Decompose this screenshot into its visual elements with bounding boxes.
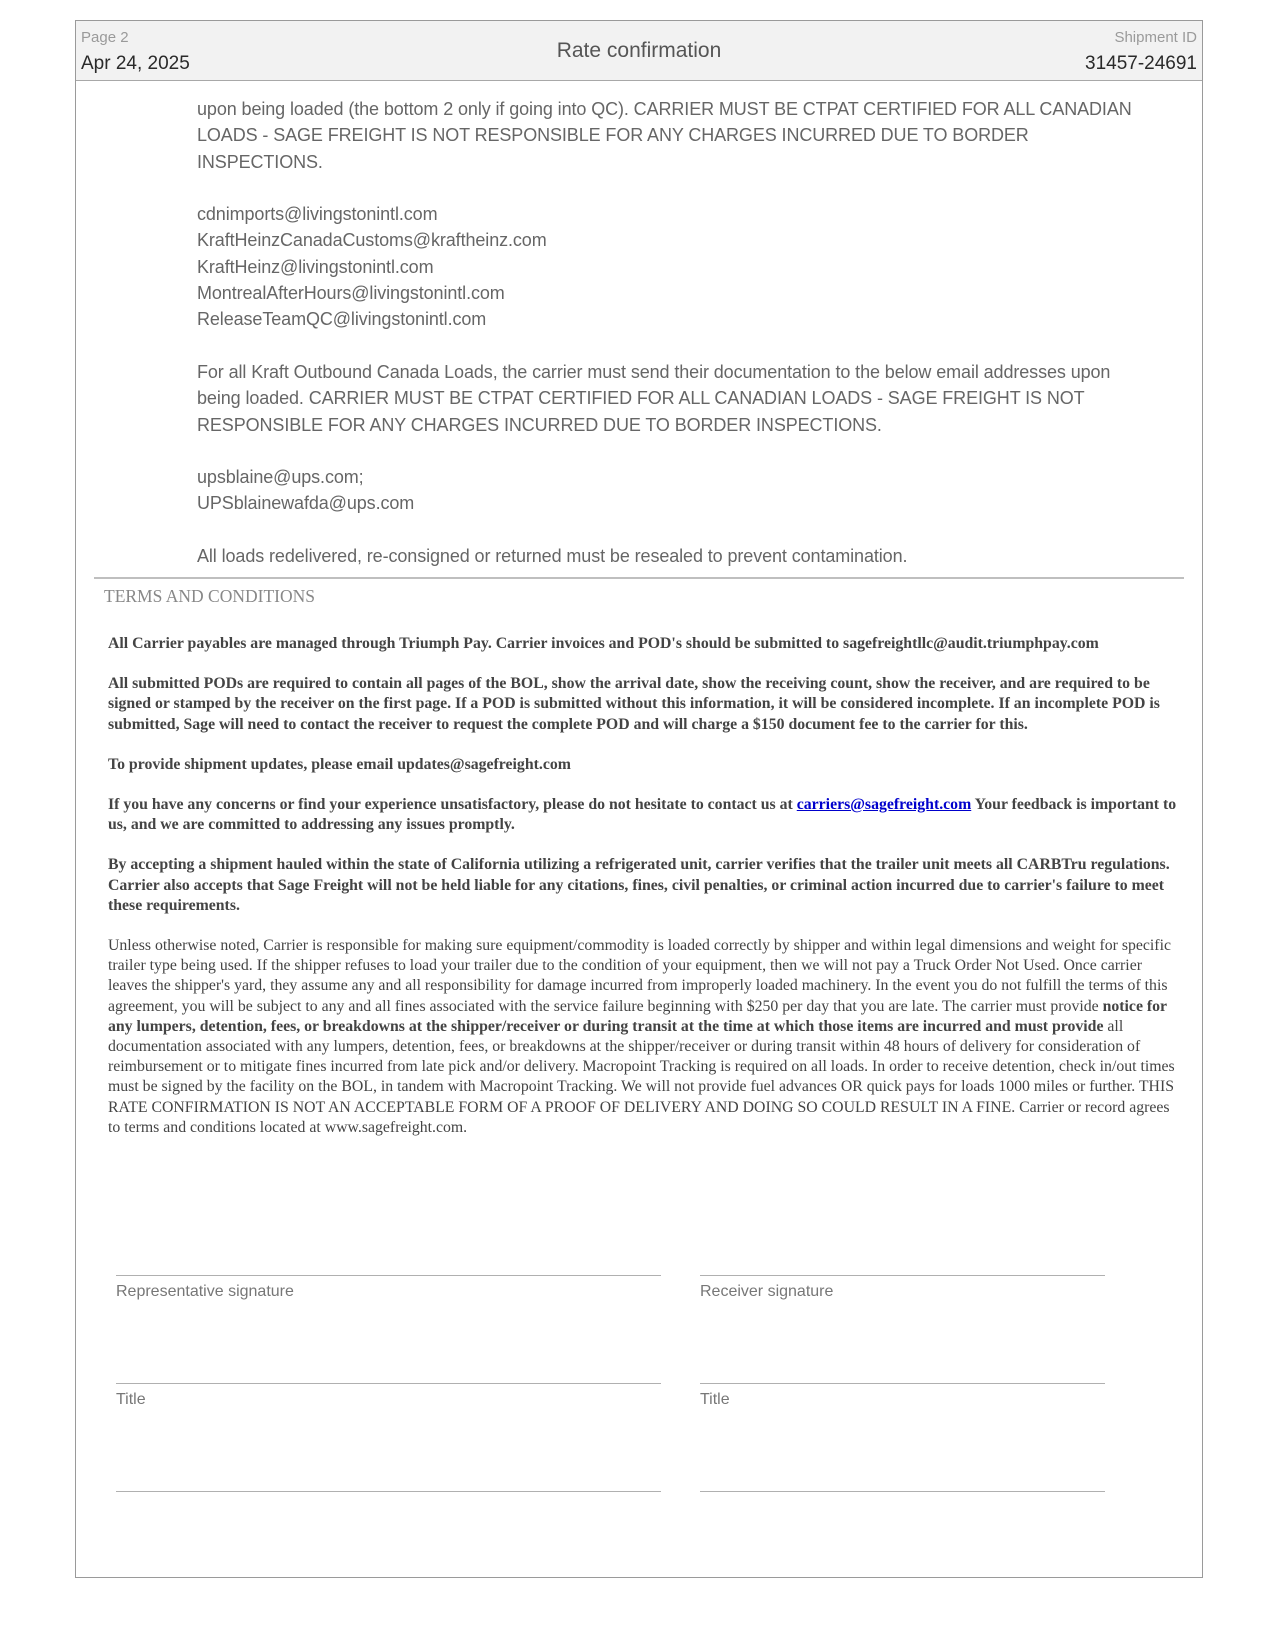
document-frame (75, 20, 1203, 1578)
email-address: UPSblainewafda@ups.com (197, 493, 415, 514)
receiver-signature-label: Receiver signature (700, 1283, 834, 1300)
email-address: KraftHeinzCanadaCustoms@kraftheinz.com (197, 230, 547, 251)
terms-text: Unless otherwise noted, Carrier is responsible for making sure equipment/commodity is loaded correctly by shipper and within legal dimensions and weight for specific trailer type being used. If the shipper refuses to load your trailer due to the condition of your equipment, then we will not pay a Truck Order Not Used. Once carrier leaves the shipper's yard, they assume any and all responsibility for damage incurred from improperly loaded machinery. In the event you do not fulfill the terms of this agreement, you will be subject to any and all fines associated with the service failure beginning with $250 per day that you are late. The carrier must provide (108, 937, 1171, 1015)
terms-paragraph (108, 936, 1178, 1138)
terms-paragraph: To provide shipment updates, please email updates@sagefreight.com (108, 755, 571, 773)
carriers-email-link[interactable]: carriers@sagefreight.com (796, 796, 972, 814)
rep-title-line (116, 1383, 661, 1384)
terms-text: Your feedback is important to us, and we are committed to addressing any issues promptly. (108, 796, 1177, 834)
terms-text: all documentation associated with any lumpers, detention, fees, or breakdowns at the shipper/receiver or during transit within 48 hours of delivery for consideration of reimbursement or to mitigate fines incurred from late pick and/or delivery. Macropoint Tracking is required on all loads. In order to receive detention, check in/out times must be signed by the facility on the BOL, in tandem with Macropoint Tracking. We will not provide fuel advances OR quick pays for loads 1000 miles or further. THIS RATE CONFIRMATION IS NOT AN ACCEPTABLE FORM OF A PROOF OF DELIVERY AND DOING SO COULD RESULT IN A FINE. Carrier or record agrees to terms and conditions located at www.sagefreight.com. (108, 1017, 1175, 1136)
section-divider (94, 577, 1184, 579)
notes-paragraph: All loads redelivered, re-consigned or returned must be resealed to prevent contamination. (197, 546, 908, 567)
terms-paragraph (108, 795, 1178, 835)
document-date: Apr 24, 2025 (81, 53, 190, 74)
rep-title-label: Title (116, 1391, 146, 1408)
page-header (76, 21, 1202, 81)
terms-paragraph: All submitted PODs are required to contain all pages of the BOL, show the arrival date, show the receiving count, show the receiver, and are required to be signed or stamped by the receiver on the first page. If a POD is submitted without this information, it will be considered incomplete. If an incomplete POD is submitted, Sage will need to contact the receiver to request the complete POD and will charge a $150 document fee to the carrier for this. (108, 675, 1160, 733)
document-title: Rate confirmation (556, 39, 722, 62)
shipment-notes (197, 96, 1157, 569)
terms-paragraph: All Carrier payables are managed through Triumph Pay. Carrier invoices and POD's should be submitted to sagefreightllc@audit.triumphpay.com (108, 635, 1099, 652)
terms-heading: TERMS AND CONDITIONS (104, 586, 315, 606)
terms-paragraph: By accepting a shipment hauled within the state of California utilizing a refrigerated unit, carrier verifies that the trailer unit meets all CARBTru regulations. Carrier also accepts that Sage Freight will not be held liable for any citations, fines, civil penalties, or criminal action incurred due to carrier's failure to meet these requirements. (108, 856, 1170, 914)
email-address: MontrealAfterHours@livingstonintl.com (197, 283, 505, 304)
rep-signature-label: Representative signature (116, 1283, 294, 1300)
page-number: Page 2 (81, 29, 129, 46)
email-address: ReleaseTeamQC@livingstonintl.com (197, 309, 487, 330)
shipment-id: 31457-24691 (1085, 53, 1197, 74)
notes-paragraph: upon being loaded (the bottom 2 only if going into QC). CARRIER MUST BE CTPAT CERTIFIED FOR ALL CANADIAN LOADS - SAGE FREIGHT IS NOT RESPONSIBLE FOR ANY CHARGES INCURRED DUE TO BORDER INSPECTIONS. (197, 99, 1132, 172)
shipment-id-label: Shipment ID (1114, 29, 1197, 46)
rep-extra-line (116, 1491, 661, 1492)
terms-text: If you have any concerns or find your experience unsatisfactory, please do not hesitate to contact us at (108, 796, 797, 814)
email-address: cdnimports@livingstonintl.com (197, 204, 438, 225)
email-address: upsblaine@ups.com; (197, 467, 364, 488)
receiver-signature-line (700, 1275, 1105, 1276)
rep-signature-line (116, 1275, 661, 1276)
receiver-extra-line (700, 1491, 1105, 1492)
receiver-title-label: Title (700, 1391, 730, 1408)
notes-paragraph: For all Kraft Outbound Canada Loads, the carrier must send their documentation to the below email addresses upon being loaded. CARRIER MUST BE CTPAT CERTIFIED FOR ALL CANADIAN LOADS - SAGE FREIGHT IS NOT RESPONSIBLE FOR ANY CHARGES INCURRED DUE TO BORDER INSPECTIONS. (197, 361, 1111, 435)
terms-body (108, 634, 1178, 1158)
email-address: KraftHeinz@livingstonintl.com (197, 256, 434, 277)
receiver-title-line (700, 1383, 1105, 1384)
terms-text-bold: notice for any lumpers, detention, fees, or breakdowns at the shipper/receiver or during transit at the time at which those items are incurred and must provide (108, 997, 1167, 1035)
